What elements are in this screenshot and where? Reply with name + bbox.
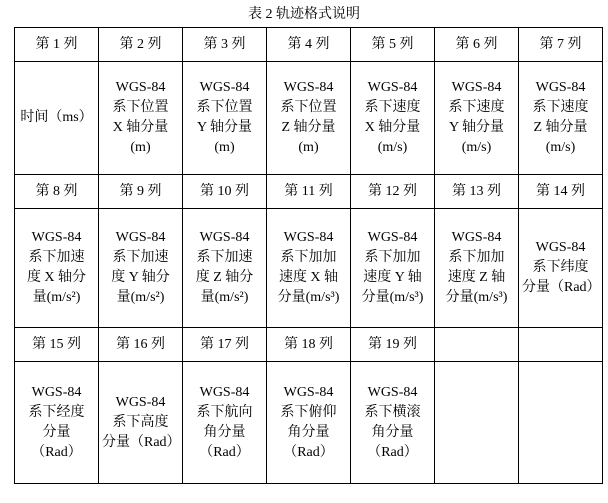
description-cell bbox=[267, 362, 351, 484]
description-line: (m) bbox=[130, 140, 151, 155]
description-line: WGS-84 bbox=[199, 230, 250, 245]
description-cell bbox=[15, 62, 99, 175]
description-line: WGS-84 bbox=[115, 394, 166, 410]
column-header-cell: 第 5 列 bbox=[351, 28, 435, 62]
header-row bbox=[15, 175, 603, 209]
description-line: 系下高度 bbox=[112, 414, 169, 430]
description-line: Z 轴分量 bbox=[533, 120, 588, 135]
column-header-cell: 第 13 列 bbox=[435, 175, 519, 209]
description-line: 分量(m/s³) bbox=[445, 290, 508, 305]
column-header-cell: 第 2 列 bbox=[99, 28, 183, 62]
description-cell bbox=[435, 209, 519, 328]
column-header-cell: 第 19 列 bbox=[351, 328, 435, 362]
description-line: 度 Z 轴分 bbox=[195, 270, 254, 285]
description-line: 系下速度 bbox=[364, 100, 421, 115]
description-line: 系下横滚 bbox=[364, 404, 421, 420]
column-header-cell: 第 7 列 bbox=[519, 28, 603, 62]
column-header-cell: 第 15 列 bbox=[15, 328, 99, 362]
description-line: WGS-84 bbox=[283, 230, 334, 245]
description-cell bbox=[351, 362, 435, 484]
description-line: WGS-84 bbox=[199, 80, 250, 95]
description-cell bbox=[15, 362, 99, 484]
description-line: Z 轴分量 bbox=[281, 120, 336, 135]
description-line: 系下速度 bbox=[532, 100, 589, 115]
description-line: （Rad） bbox=[283, 444, 334, 460]
description-line: 量(m/s²) bbox=[200, 290, 249, 305]
description-line: 角分量 bbox=[287, 424, 330, 440]
column-header-cell: 第 18 列 bbox=[267, 328, 351, 362]
description-line: 量(m/s²) bbox=[116, 290, 165, 305]
description-cell bbox=[99, 209, 183, 328]
description-line: WGS-84 bbox=[115, 80, 166, 95]
description-cell bbox=[519, 62, 603, 175]
description-line: WGS-84 bbox=[367, 230, 418, 245]
description-line: 度 Y 轴分 bbox=[111, 270, 170, 285]
description-line: （Rad） bbox=[199, 444, 250, 460]
description-cell bbox=[519, 362, 603, 484]
description-line: 分量（Rad） bbox=[102, 434, 181, 450]
description-cell bbox=[183, 209, 267, 328]
description-cell bbox=[99, 62, 183, 175]
description-line: 分量(m/s³) bbox=[361, 290, 424, 305]
description-line: 时间（ms） bbox=[20, 110, 93, 125]
description-line: 系下加加 bbox=[280, 250, 337, 265]
description-cell bbox=[99, 362, 183, 484]
description-line: (m/s) bbox=[461, 140, 492, 155]
description-line: WGS-84 bbox=[31, 230, 82, 245]
description-cell bbox=[15, 209, 99, 328]
description-line: 分量 bbox=[42, 424, 71, 440]
column-header-cell: 第 8 列 bbox=[15, 175, 99, 209]
description-cell bbox=[351, 62, 435, 175]
description-cell bbox=[351, 209, 435, 328]
description-line: 系下航向 bbox=[196, 404, 253, 420]
column-header-cell: 第 6 列 bbox=[435, 28, 519, 62]
column-header-cell: 第 11 列 bbox=[267, 175, 351, 209]
column-header-cell: 第 3 列 bbox=[183, 28, 267, 62]
description-line: 系下俯仰 bbox=[280, 404, 337, 420]
description-line: 角分量 bbox=[371, 424, 414, 440]
description-line: 速度 X 轴 bbox=[278, 270, 339, 285]
description-line: 系下速度 bbox=[448, 100, 505, 115]
column-header-cell: 第 9 列 bbox=[99, 175, 183, 209]
description-line: (m/s) bbox=[377, 140, 408, 155]
description-line: X 轴分量 bbox=[112, 120, 169, 135]
header-row bbox=[15, 28, 603, 62]
description-line: WGS-84 bbox=[367, 80, 418, 95]
description-line: （Rad） bbox=[31, 444, 82, 460]
description-line: (m) bbox=[214, 140, 235, 155]
description-line: 速度 Z 轴 bbox=[447, 270, 506, 285]
description-line: Y 轴分量 bbox=[448, 120, 505, 135]
description-line: （Rad） bbox=[367, 444, 418, 460]
description-line: 系下加速 bbox=[112, 250, 169, 265]
description-line: WGS-84 bbox=[31, 384, 82, 400]
description-row bbox=[15, 209, 603, 328]
column-header-cell: 第 17 列 bbox=[183, 328, 267, 362]
description-line: 系下位置 bbox=[196, 100, 253, 115]
column-header-cell: 第 1 列 bbox=[15, 28, 99, 62]
description-line: WGS-84 bbox=[451, 230, 502, 245]
description-line: WGS-84 bbox=[199, 384, 250, 400]
description-row bbox=[15, 62, 603, 175]
description-cell bbox=[435, 362, 519, 484]
description-line: 系下加速 bbox=[28, 250, 85, 265]
description-line: 分量（Rad） bbox=[522, 280, 601, 295]
description-line: (m) bbox=[298, 140, 319, 155]
description-line: 系下加速 bbox=[196, 250, 253, 265]
description-cell bbox=[267, 209, 351, 328]
column-header-cell: 第 16 列 bbox=[99, 328, 183, 362]
description-cell bbox=[519, 209, 603, 328]
trajectory-format-table bbox=[14, 27, 603, 484]
description-line: 系下位置 bbox=[280, 100, 337, 115]
description-line: WGS-84 bbox=[535, 240, 586, 255]
description-line: 系下经度 bbox=[28, 404, 85, 420]
column-header-cell: 第 14 列 bbox=[519, 175, 603, 209]
description-cell bbox=[183, 62, 267, 175]
column-header-cell: 第 4 列 bbox=[267, 28, 351, 62]
description-line: 系下加加 bbox=[364, 250, 421, 265]
description-line: WGS-84 bbox=[451, 80, 502, 95]
description-line: WGS-84 bbox=[535, 80, 586, 95]
description-line: WGS-84 bbox=[283, 384, 334, 400]
description-line: WGS-84 bbox=[115, 230, 166, 245]
description-line: 系下纬度 bbox=[532, 260, 589, 275]
description-line: 度 X 轴分 bbox=[26, 270, 87, 285]
description-line: 量(m/s²) bbox=[32, 290, 81, 305]
column-header-cell: 第 12 列 bbox=[351, 175, 435, 209]
description-line: 角分量 bbox=[203, 424, 246, 440]
table-caption: 表 2 轨迹格式说明 bbox=[248, 7, 360, 22]
description-line: (m/s) bbox=[545, 140, 576, 155]
description-cell bbox=[435, 62, 519, 175]
description-line: Y 轴分量 bbox=[196, 120, 253, 135]
description-line: WGS-84 bbox=[283, 80, 334, 95]
description-line: 分量(m/s³) bbox=[277, 290, 340, 305]
table-body bbox=[15, 28, 603, 484]
description-cell bbox=[183, 362, 267, 484]
description-line: 系下位置 bbox=[112, 100, 169, 115]
column-header-cell bbox=[435, 328, 519, 362]
description-cell bbox=[267, 62, 351, 175]
description-line: X 轴分量 bbox=[364, 120, 421, 135]
description-line: WGS-84 bbox=[367, 384, 418, 400]
description-line: 系下加加 bbox=[448, 250, 505, 265]
column-header-cell: 第 10 列 bbox=[183, 175, 267, 209]
header-row bbox=[15, 328, 603, 362]
description-line: 速度 Y 轴 bbox=[363, 270, 422, 285]
description-row bbox=[15, 362, 603, 484]
column-header-cell bbox=[519, 328, 603, 362]
